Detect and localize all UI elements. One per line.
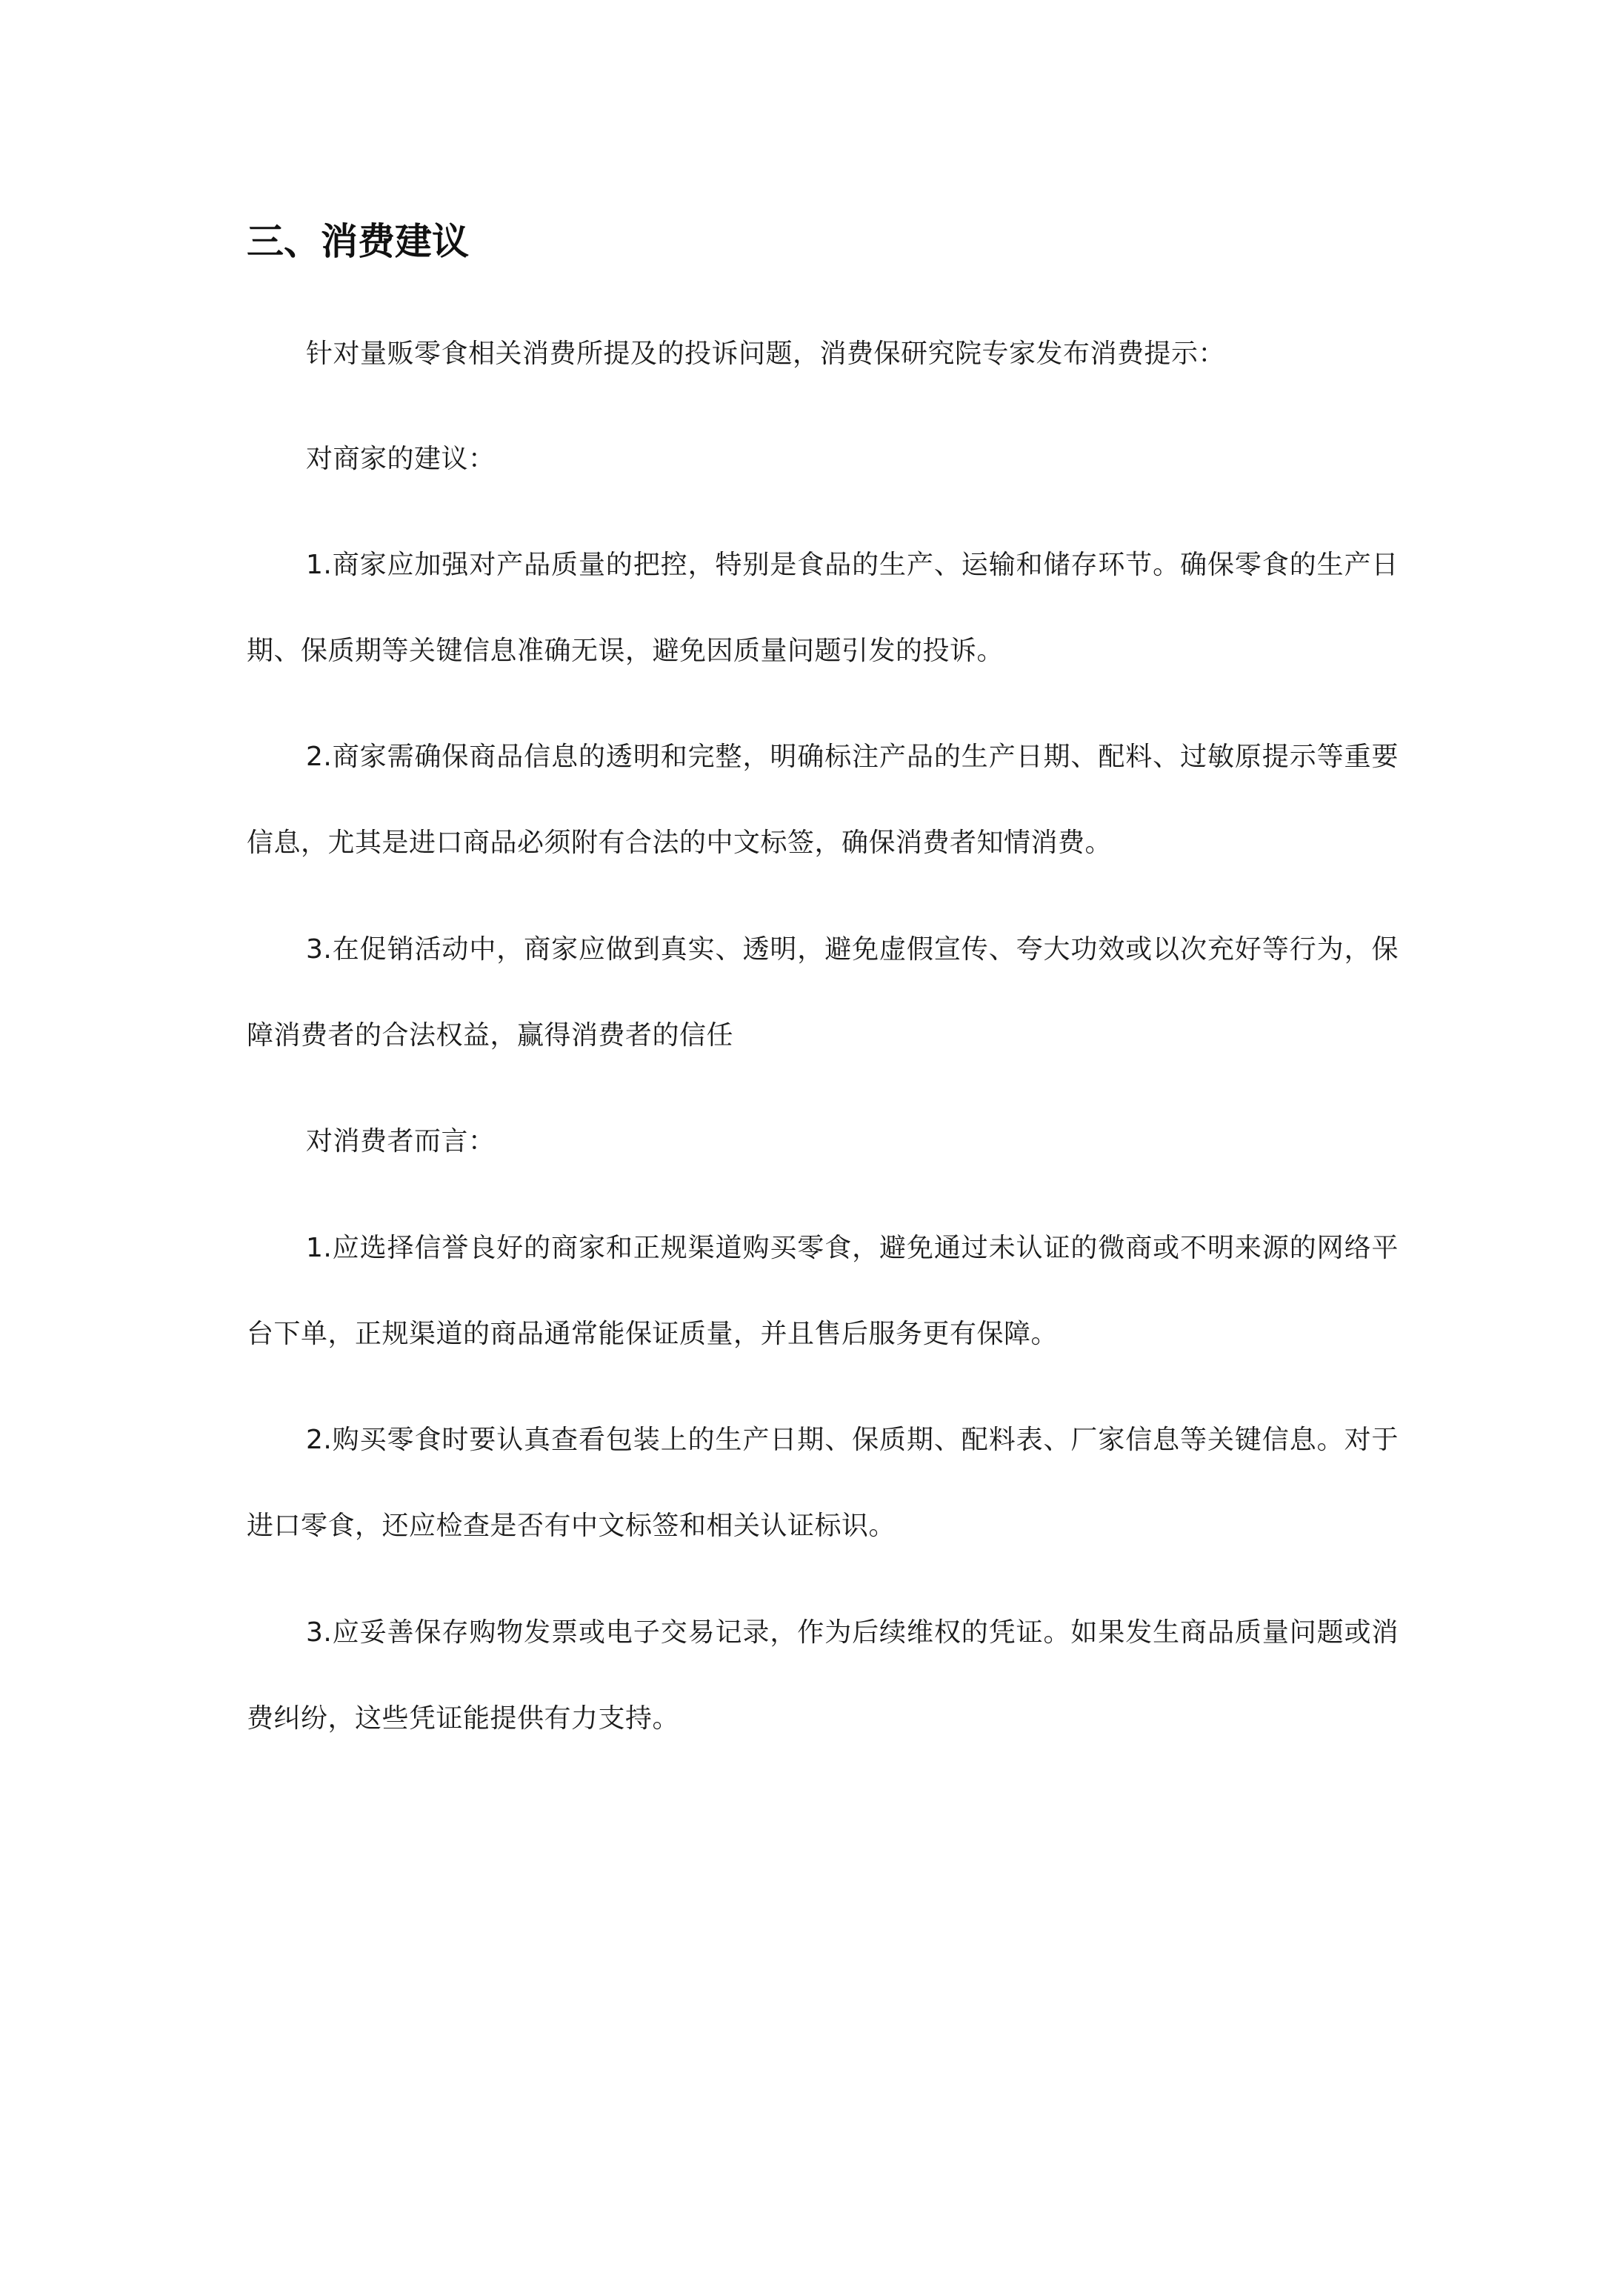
- intro-paragraph: 针对量贩零食相关消费所提及的投诉问题，消费保研究院专家发布消费提示：: [306, 339, 1226, 369]
- merchant-section-label: 对商家的建议：: [306, 444, 496, 474]
- merchant-advice-1: 1.商家应加强对产品质量的把控，特别是食品的生产、运输和储存环节。确保零食的生产日期、保质期等关键信息准确无误，避免因质量问题引发的投诉。: [247, 550, 1399, 666]
- merchant-advice-2: 2.商家需确保商品信息的透明和完整，明确标注产品的生产日期、配料、过敏原提示等重要信息，尤其是进口商品必须附有合法的中文标签，确保消费者知情消费。: [247, 742, 1399, 858]
- consumer-section-label: 对消费者而言：: [306, 1126, 496, 1157]
- consumer-advice-1: 1.应选择信誉良好的商家和正规渠道购买零食，避免通过未认证的微商或不明来源的网络平台下单，正规渠道的商品通常能保证质量，并且售后服务更有保障。: [247, 1233, 1399, 1349]
- merchant-advice-3: 3.在促销活动中，商家应做到真实、透明，避免虚假宣传、夸大功效或以次充好等行为，保障消费者的合法权益，赢得消费者的信任: [247, 934, 1399, 1051]
- consumer-advice-2: 2.购买零食时要认真查看包装上的生产日期、保质期、配料表、厂家信息等关键信息。对于进口零食，还应检查是否有中文标签和相关认证标识。: [247, 1425, 1399, 1541]
- section-heading: 三、消费建议: [247, 220, 469, 263]
- consumer-advice-3: 3.应妥善保存购物发票或电子交易记录，作为后续维权的凭证。如果发生商品质量问题或消费纠纷，这些凭证能提供有力支持。: [247, 1617, 1399, 1734]
